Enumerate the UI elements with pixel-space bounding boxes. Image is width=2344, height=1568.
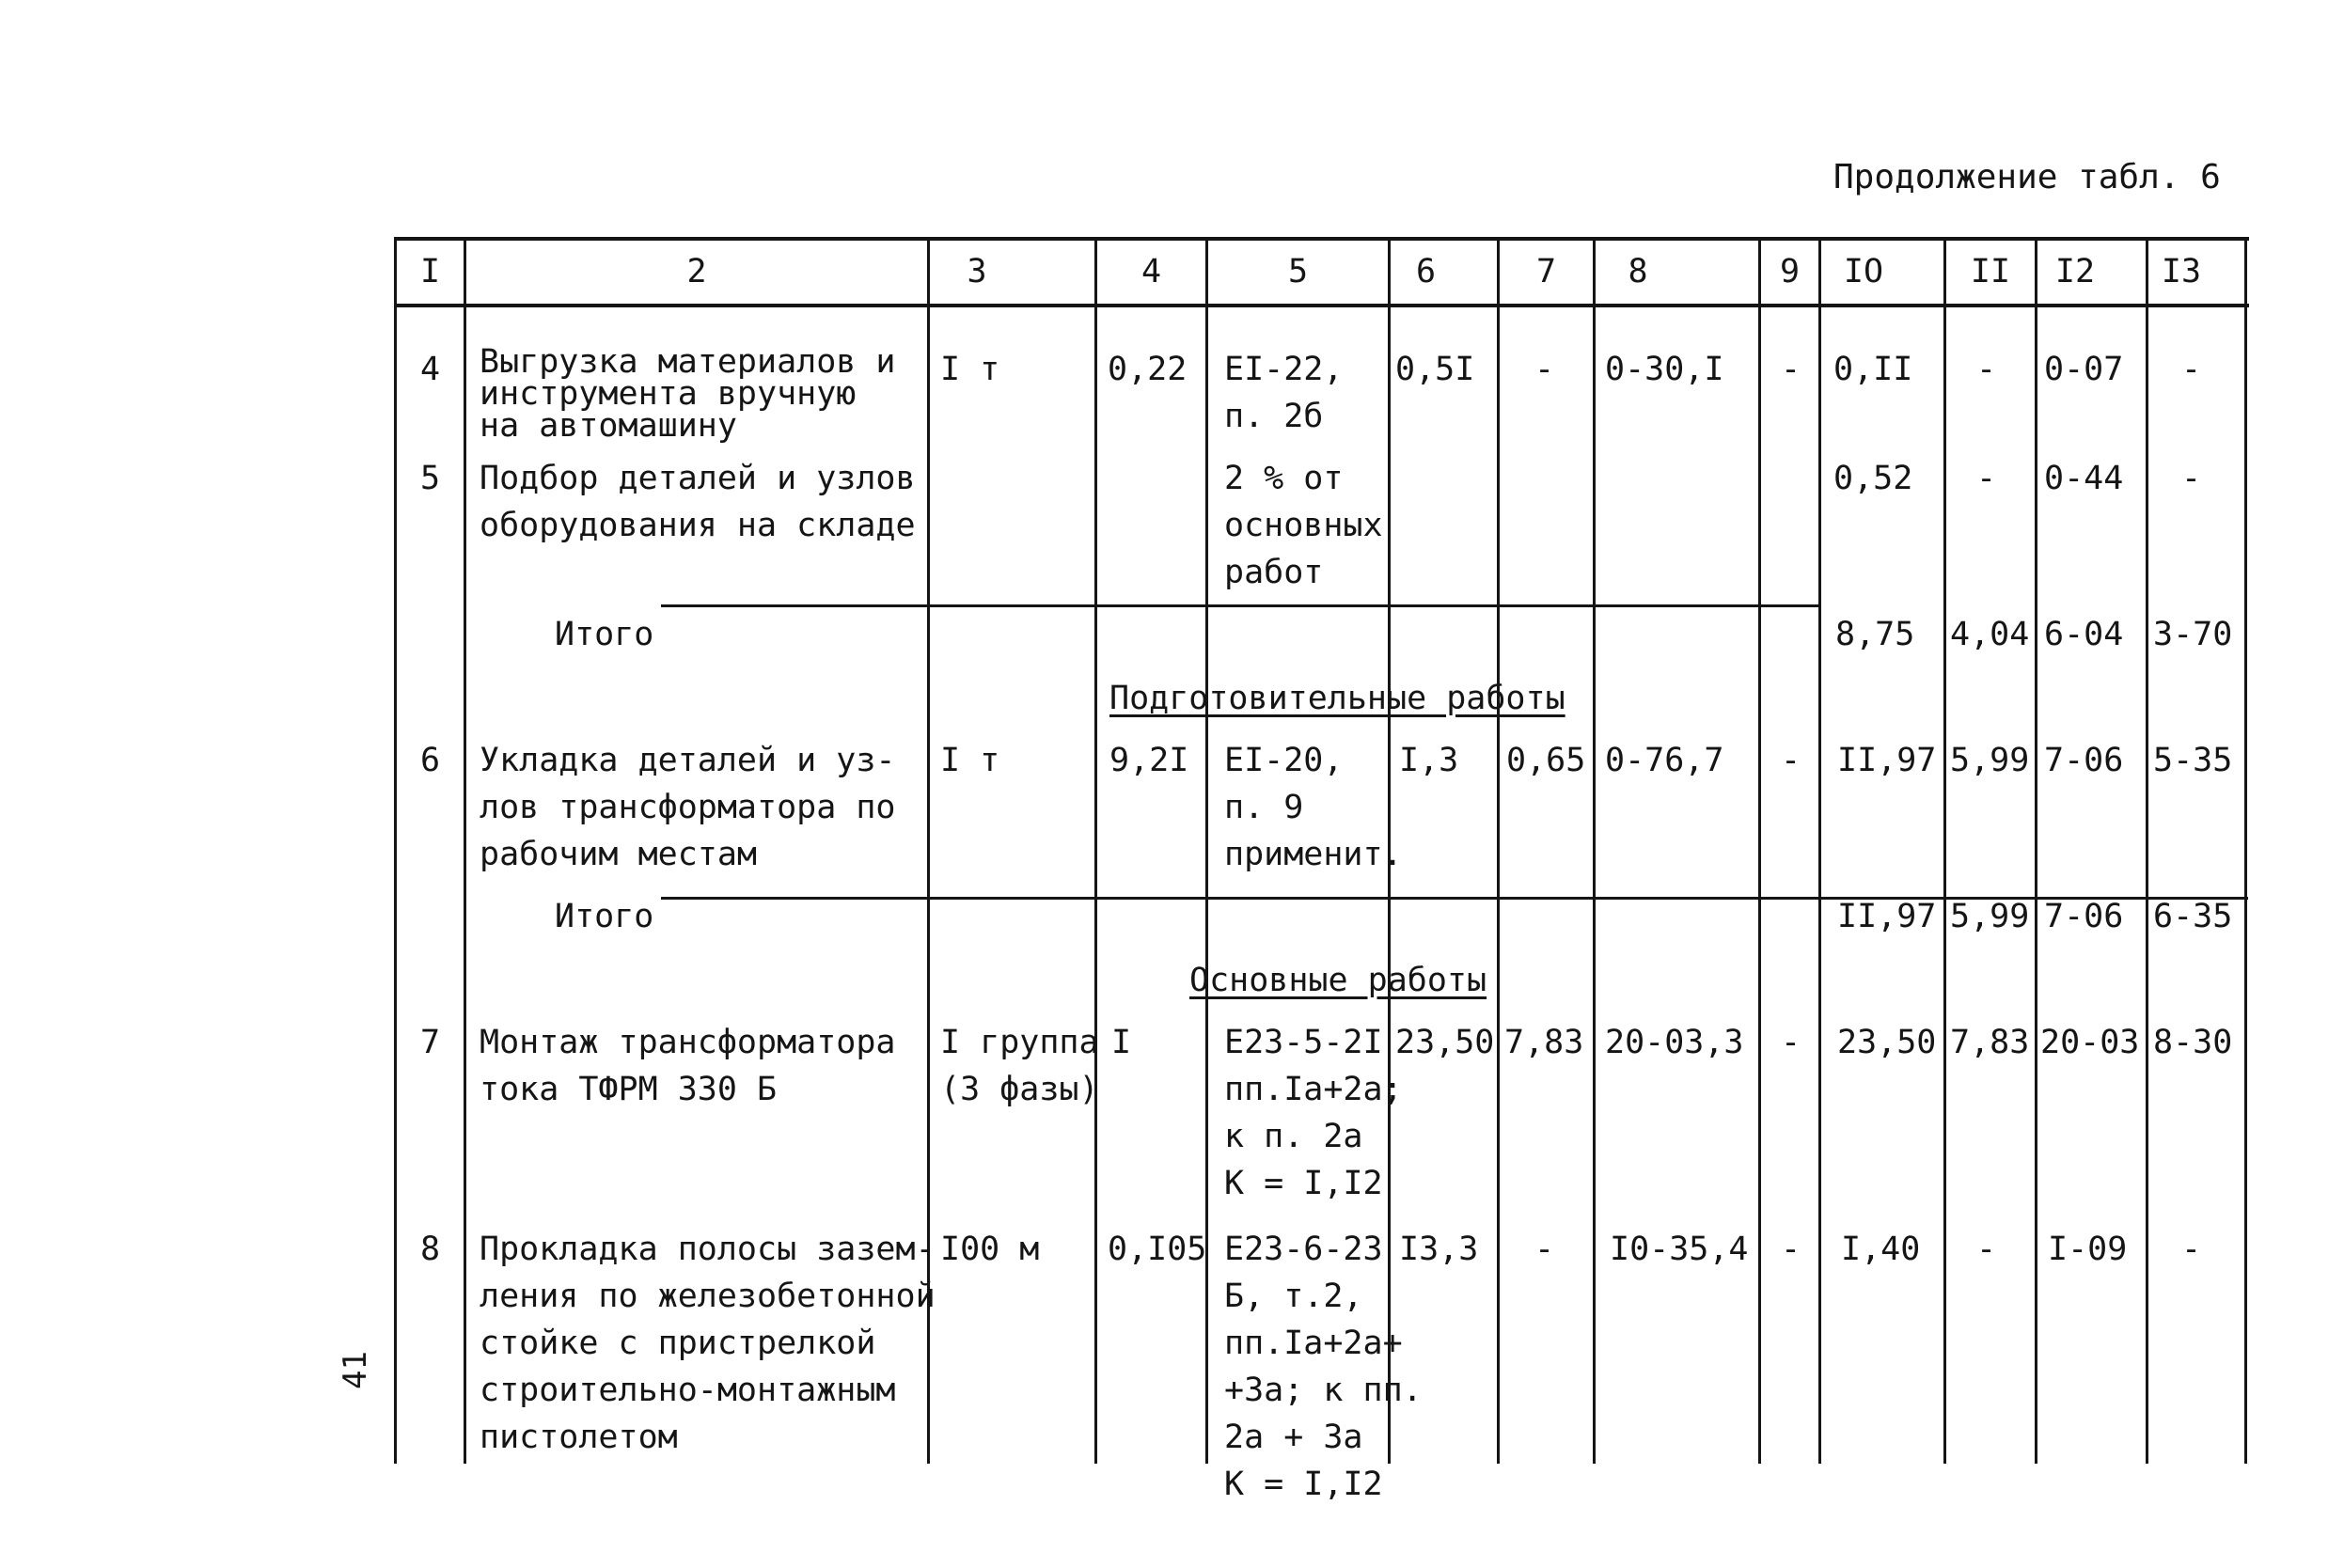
row-norm: E23-6-23 Б, т.2, пп.Iа+2а+ +3а; к пп. 2а + 3а К = I,I2	[1224, 1231, 1423, 1503]
row-unit: I т	[940, 351, 1000, 388]
row-col7: -	[1534, 351, 1555, 388]
row-col8: 0-76,7	[1605, 742, 1724, 779]
row-norm: E23-5-2I пп.Iа+2а; к п. 2а К = I,I2	[1224, 1024, 1403, 1202]
subtotal-col12: 7-06	[2044, 898, 2124, 935]
col-header-2: 2	[686, 253, 707, 290]
row-col6: I,3	[1399, 742, 1459, 779]
subtotal-col13: 6-35	[2153, 898, 2233, 935]
row-col12: I-09	[2048, 1231, 2128, 1268]
row-col6: 23,50	[1395, 1024, 1495, 1061]
row-col11: -	[1976, 460, 1997, 497]
col-divider-12	[2146, 237, 2148, 1464]
col-divider-11	[2035, 237, 2037, 1464]
page-number: 41	[337, 1351, 374, 1389]
row-col8: 20-03,3	[1605, 1024, 1744, 1061]
table-right-border	[2244, 237, 2247, 1464]
row-col12: 7-06	[2044, 742, 2124, 779]
row-qty: 9,2I	[1109, 742, 1189, 779]
row-name: Монтаж трансформатора тока ТФРМ 330 Б	[480, 1024, 896, 1108]
col-divider-7	[1593, 237, 1596, 1464]
row-unit: I т	[940, 742, 1000, 779]
row-name: Выгрузка материалов и инструмента вручную на автомашину	[480, 343, 896, 445]
row-name: Прокладка полосы зазем- ления по железобетонной стойке с пристрелкой строительно-монтажным пистолетом	[480, 1231, 936, 1456]
row-norm: EI-20, п. 9 применит.	[1224, 742, 1403, 873]
col-divider-6	[1497, 237, 1500, 1464]
col-header-1: I	[419, 253, 441, 290]
row-number: 5	[420, 460, 441, 497]
col-header-3: 3	[967, 253, 987, 290]
col-header-8: 8	[1628, 253, 1648, 290]
row-col11: -	[1976, 351, 1997, 388]
row-col7: 7,83	[1504, 1024, 1584, 1061]
row-col10: I,40	[1841, 1231, 1921, 1268]
col-divider-3	[1094, 237, 1097, 1464]
col-header-6: 6	[1415, 253, 1437, 290]
row-col8: 0-30,I	[1605, 351, 1724, 388]
col-header-11: II	[1970, 253, 2011, 290]
col-divider-4	[1205, 237, 1208, 1464]
row-col9: -	[1781, 1024, 1801, 1061]
row-qty: 0,I05	[1108, 1231, 1207, 1268]
subtotal-rule-1	[661, 604, 1819, 607]
row-number: 7	[420, 1024, 441, 1061]
row-col13: -	[2181, 351, 2202, 388]
row-col9: -	[1781, 1231, 1801, 1268]
row-col6: 0,5I	[1395, 351, 1475, 388]
header-bottom-border	[395, 304, 2249, 307]
row-unit: I00 м	[940, 1231, 1040, 1268]
row-col12: 0-44	[2044, 460, 2124, 497]
row-number: 8	[420, 1231, 441, 1268]
row-col13: -	[2181, 1231, 2202, 1268]
row-col10: 23,50	[1837, 1024, 1937, 1061]
subtotal-col10: 8,75	[1835, 616, 1915, 653]
row-unit: I группа (3 фазы)	[940, 1024, 1099, 1108]
col-header-13: I3	[2161, 253, 2202, 290]
subtotal-label: Итого	[555, 616, 654, 653]
col-header-4: 4	[1141, 253, 1162, 290]
row-name: Укладка деталей и уз- лов трансформатора по рабочим местам	[480, 742, 896, 873]
row-col9: -	[1781, 742, 1801, 779]
row-norm: EI-22, п. 2б	[1224, 351, 1344, 435]
col-divider-10	[1943, 237, 1946, 1464]
row-col8: I0-35,4	[1610, 1231, 1749, 1268]
subtotal-col13: 3-70	[2153, 616, 2233, 653]
row-col11: -	[1976, 1231, 1997, 1268]
row-col13: 8-30	[2153, 1024, 2233, 1061]
row-qty: 0,22	[1108, 351, 1188, 388]
subtotal-col10: II,97	[1837, 898, 1937, 935]
table-top-border	[395, 237, 2249, 241]
col-divider-8	[1758, 237, 1761, 1464]
row-norm: 2 % от основных работ	[1224, 460, 1383, 591]
col-header-7: 7	[1535, 253, 1557, 290]
row-col13: -	[2181, 460, 2202, 497]
row-col9: -	[1781, 351, 1801, 388]
col-header-5: 5	[1287, 253, 1309, 290]
row-col11: 7,83	[1950, 1024, 2030, 1061]
section-heading-preparatory: Подготовительные работы	[1109, 680, 1565, 717]
col-divider-9	[1818, 237, 1821, 1464]
row-number: 4	[420, 351, 441, 388]
row-col10: 0,II	[1833, 351, 1913, 388]
row-name: Подбор деталей и узлов оборудования на складе	[480, 460, 916, 544]
row-col7: 0,65	[1506, 742, 1586, 779]
row-col12: 20-03	[2040, 1024, 2140, 1061]
row-col11: 5,99	[1950, 742, 2030, 779]
row-col6: I3,3	[1399, 1231, 1479, 1268]
table-left-border	[394, 237, 397, 1464]
subtotal-col12: 6-04	[2044, 616, 2124, 653]
subtotal-label: Итого	[555, 898, 654, 935]
row-number: 6	[420, 742, 441, 779]
row-col13: 5-35	[2153, 742, 2233, 779]
subtotal-col11: 4,04	[1950, 616, 2030, 653]
col-divider-1	[464, 237, 466, 1464]
row-col7: -	[1534, 1231, 1555, 1268]
col-header-9: 9	[1779, 253, 1801, 290]
col-header-10: IO	[1843, 253, 1884, 290]
row-qty: I	[1111, 1024, 1132, 1061]
section-heading-main: Основные работы	[1189, 962, 1487, 999]
col-header-12: I2	[2054, 253, 2096, 290]
row-col10: 0,52	[1833, 460, 1913, 497]
row-col12: 0-07	[2044, 351, 2124, 388]
row-col10: II,97	[1837, 742, 1937, 779]
table-caption: Продолжение табл. 6	[1833, 158, 2221, 196]
subtotal-col11: 5,99	[1950, 898, 2030, 935]
